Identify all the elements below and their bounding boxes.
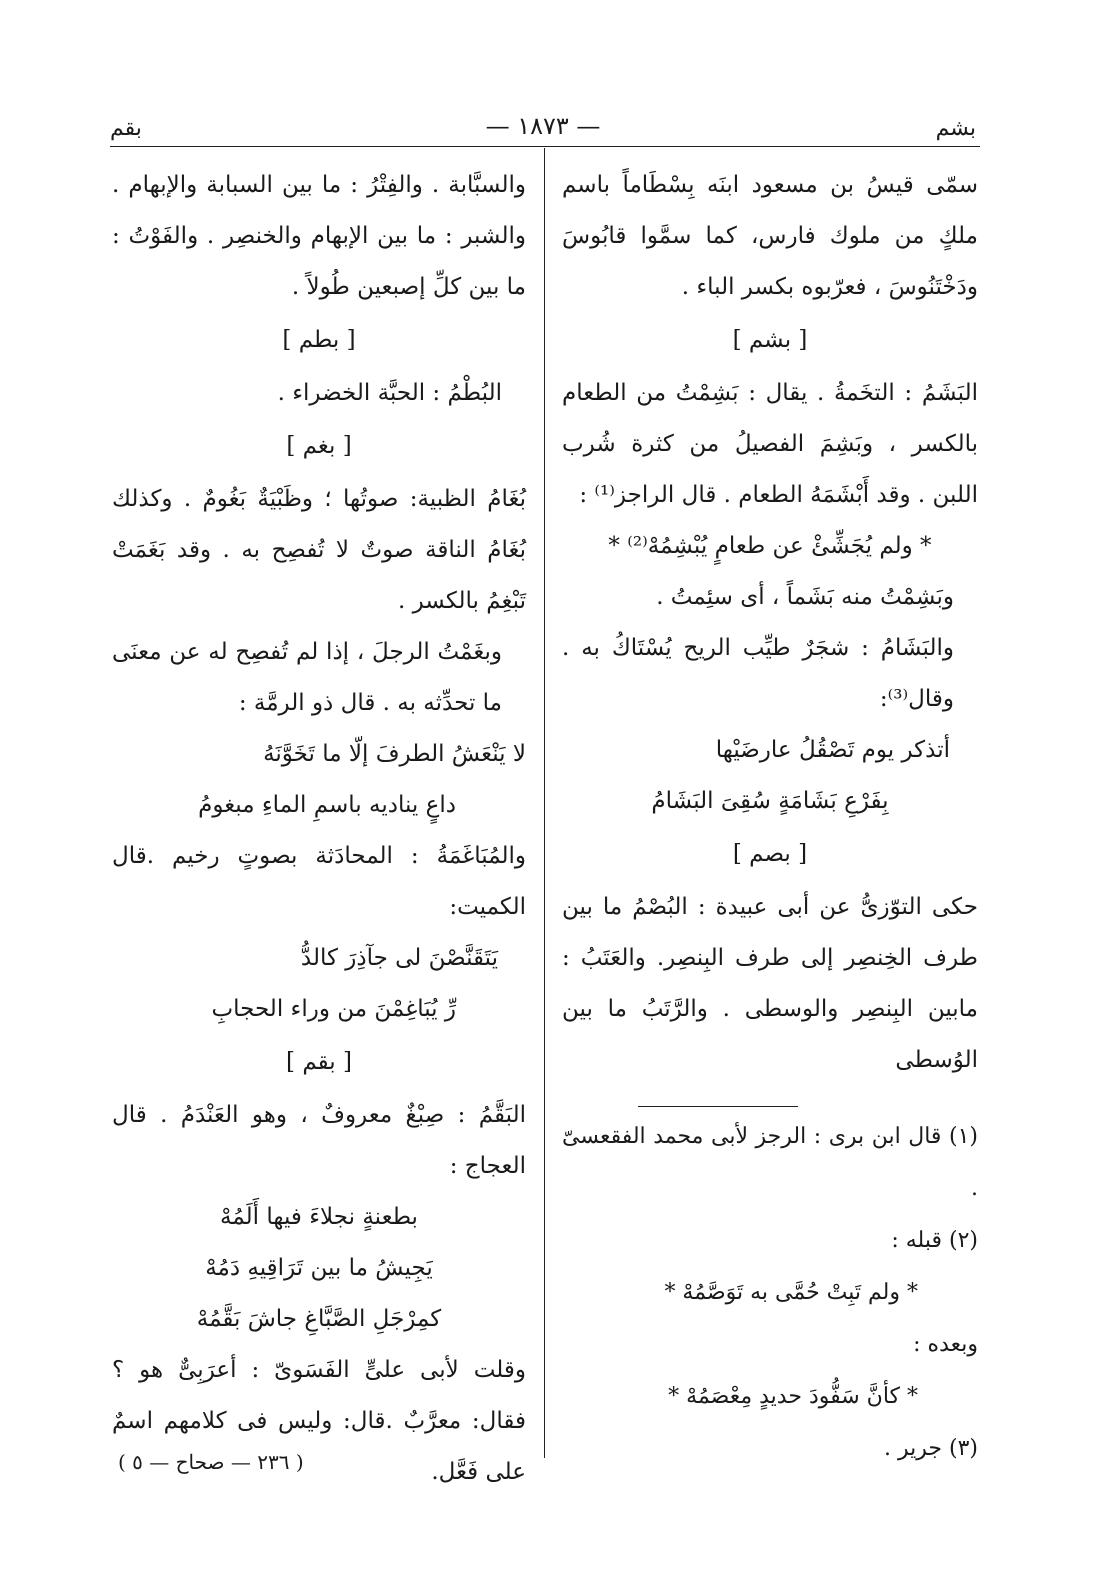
entry-paragraph: البُطْمُ : الحبَّة الخضراء . xyxy=(277,380,502,406)
entry-paragraph: وبَشِمْتُ منه بَشَماً ، أى سئِمتُ . xyxy=(656,584,954,610)
right-column xyxy=(562,160,978,1475)
footnote-verse: * ولم تَبِتْ حُمَّى به تَوَصَّمُهْ * xyxy=(664,1280,918,1305)
footnote-1: (١) قال ابن برى : الرجز لأبى محمد الفقعسىّ . xyxy=(562,1124,978,1201)
verse-line: داعٍ يناديه باسمِ الماءِ مبغومُ xyxy=(198,792,456,818)
entry-paragraph: والسبَّابة . والفِتْرُ : ما بين السبابة والإبهام . والشبر : ما بين الإبهام والخنصِر . والفَوْتُ : ما بين كلِّ إصبعين طُولاً . xyxy=(112,172,526,300)
section-heading-btm: [ بطم ] xyxy=(282,327,356,353)
entry-paragraph: بُغَامُ الظبية: صوتُها ؛ وظَبْيَةٌ بَغُومٌ . وكذلك بُغَامُ الناقة صوتٌ لا تُفصِح به . وقد بَغَمَتْ تَبْغِمُ بالكسر . xyxy=(112,486,526,614)
verse-line: لا يَنْعَشُ الطرفَ إلّا ما تَخَوَّنَهُ xyxy=(263,741,526,767)
section-heading-bshm: [ بشم ] xyxy=(732,327,808,353)
entry-paragraph: وبغَمْتُ الرجلَ ، إذا لم تُفصِح له عن معنَى ما تحدِّثه به . قال ذو الرمَّة : xyxy=(112,639,502,716)
verse-line: * ولم يُجَشِّئْ عن طعامٍ يُبْشِمُهْ⁽²⁾ * xyxy=(608,533,932,559)
section-heading-bqm: [ بقم ] xyxy=(286,1049,352,1075)
entry-paragraph: سمّى قيسُ بن مسعود ابنَه بِسْطَاماً باسم ملكٍ من ملوك فارس، كما سمَّوا قابُوسَ ودَخْتَنُوسَ ، فعرّبوه بكسر الباء . xyxy=(562,172,978,300)
header-rule xyxy=(110,146,980,147)
running-headword-right: بشم xyxy=(935,116,976,141)
verse-line: كمِرْجَلِ الصَّبَّاغِ جاشَ بَقَّمُهْ xyxy=(196,1306,442,1332)
left-column xyxy=(112,160,526,1498)
entry-paragraph: البَقَّمُ : صِبْغٌ معروفٌ ، وهو العَنْدَمُ . قال العجاج : xyxy=(112,1102,526,1179)
footnote-3: (٣) جرير . xyxy=(884,1436,978,1461)
printer-signature: ( ٢٣٦ — صحاح — ٥ ) xyxy=(118,1450,304,1474)
footnote-text: وبعده : xyxy=(913,1332,978,1357)
section-heading-bsm: [ بصم ] xyxy=(732,841,808,867)
page-header xyxy=(110,112,976,146)
entry-paragraph: والبَشَامُ : شجَرٌ طيِّب الريح يُسْتَاكُ به . وقال⁽³⁾: xyxy=(562,635,954,712)
footnote-verse: * كأنَّ سَفُّودَ حديدٍ مِعْصَمُهْ * xyxy=(668,1384,918,1409)
verse-line: رِّ يُبَاغِمْنَ من وراء الحجابِ xyxy=(211,996,456,1022)
verse-line: أتذكر يوم تَصْقُلُ عارضَيْها xyxy=(715,737,950,763)
footnote-2: (٢) قبله : xyxy=(891,1228,978,1253)
verse-line: يَجِيشُ ما بين تَرَاقِيهِ دَمُهْ xyxy=(205,1255,433,1281)
running-headword-left: بقم xyxy=(110,116,142,141)
verse-line: بطعنةٍ نجلاءَ فيها أَلَمُهْ xyxy=(220,1204,418,1230)
entry-paragraph: والمُبَاغَمَةُ : المحادَثة بصوتٍ رخيم .قال الكميت: xyxy=(112,843,526,920)
entry-paragraph: البَشَمُ : التخَمةُ . يقال : بَشِمْتُ من الطعام بالكسر ، وبَشِمَ الفصيلُ من كثرة شُرب اللبن . وقد أَبْشَمَهُ الطعام . قال الراجز⁽¹⁾ : xyxy=(562,380,978,508)
page-number: — ١٨٧٣ — xyxy=(485,112,601,140)
entry-paragraph: وقلت لأبى علىٍّ الفَسَوىّ : أعرَبِىٌّ هو ؟ فقال: معرَّبٌ .قال: وليس فى كلامهم اسمٌ على فَعَّل. xyxy=(112,1357,526,1485)
section-heading-bghm: [ بغم ] xyxy=(286,433,352,459)
verse-line: بِفَرْعِ بَشَامَةٍ سُقِىَ البَشَامُ xyxy=(651,788,889,814)
column-divider xyxy=(544,148,545,1458)
verse-line: يَتَقَنَّصْنَ لى جآذِرَ كالدُّ xyxy=(300,945,498,971)
entry-paragraph: حكى التوّزىُّ عن أبى عبيدة : البُصْمُ ما بين طرف الخِنصِر إلى طرف البِنصِر. والعَتَبُ : مابين البِنصِر والوسطى . والرَّتَبُ ما بين الوُسطى xyxy=(562,894,978,1073)
footnote-rule xyxy=(638,1106,798,1107)
